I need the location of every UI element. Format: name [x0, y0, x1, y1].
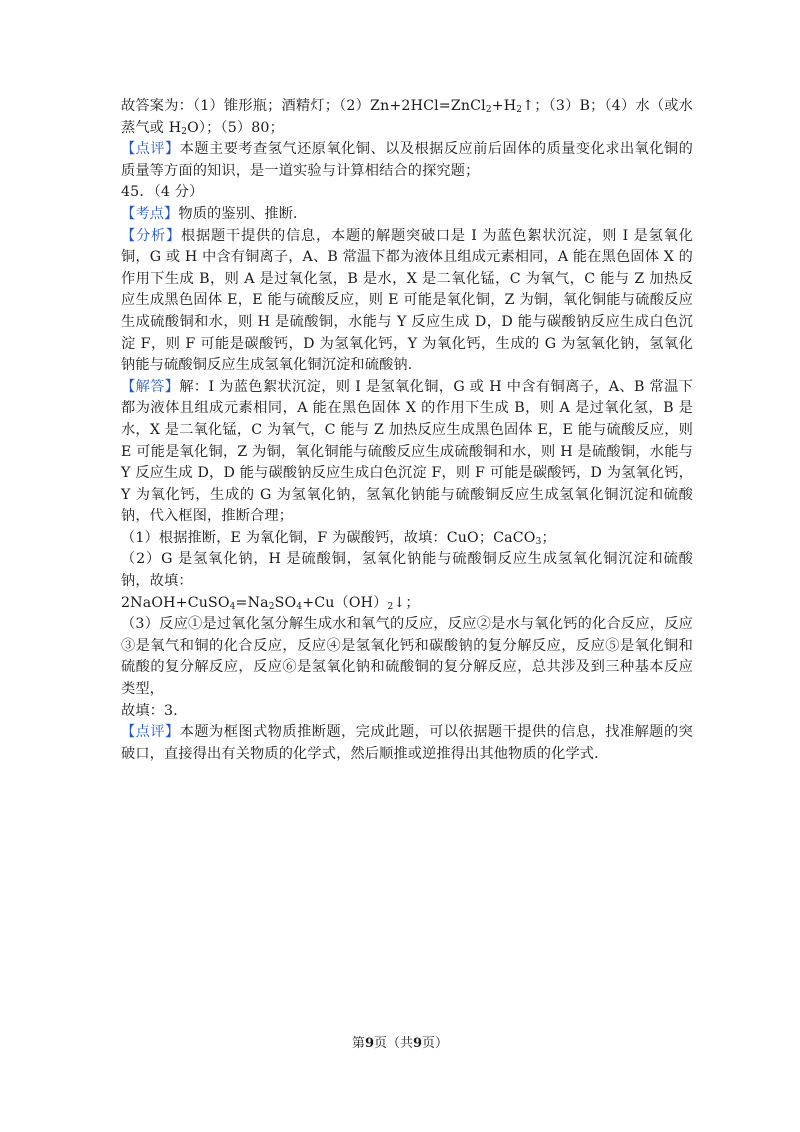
chemical-equation: $2NaOH+CuSO_4=Na_2SO_4+Cu(OH)_2↓$；	[121, 594, 420, 612]
jieda-paragraph: 【解答】解：I 为蓝色絮状沉淀，则 I 是氢氧化铜，G 或 H 中含有铜离子，A、B 常温下都为液体且组成元素相同，A 能在黑色固体 X 的作用下生成 B，则 A 是过氧化氢，B 是水，X 是二氧化锰，C 为氧气，C 能与 Z 加热反应生成黑色固体 E，E 能与硫酸反应，则 E 可能是氧化铜，Z 为铜，氧化铜能与硫酸反应生成硫酸铜和水，则 H 是硫酸铜，水能与 Y 反应生成 D，D 能与碳酸钠反应生成白色沉淀 F，则 F 可能是碳酸钙，D 为氢氧化钙，Y 为氧化钙，生成的 G 为氢氧化钠，氢氧化钠能与硫酸铜反应生成氢氧化铜沉淀和硫酸钠，代入框图，推断合理；	[121, 378, 693, 525]
kaodian-paragraph: 【考点】物质的鉴别、推断．	[121, 205, 308, 222]
current-page-number: 9	[364, 1036, 374, 1051]
page-footer: 第9页（共9页）	[351, 1036, 449, 1051]
dianping-paragraph: 【点评】本题为框图式物质推断题，完成此题，可以依据题干提供的信息，找准解题的突破口，直接得出有关物质的化学式，然后顺推或逆推得出其他物质的化学式．	[121, 724, 693, 762]
question-number: 45．（4 分）	[121, 184, 204, 201]
review-prev-paragraph: 【点评】本题主要考查氢气还原氧化铜、以及根据反应前后固体的质量变化求出氧化铜的质量等方面的知识，是一道实验与计算相结合的探究题；	[121, 141, 693, 179]
fenxi-tag: 【分析】	[121, 227, 181, 244]
fenxi-paragraph: 【分析】根据题干提供的信息，本题的解题突破口是 I 为蓝色絮状沉淀，则 I 是氢氧化铜，G 或 H 中含有铜离子，A、B 常温下都为液体且组成元素相同，A 能在黑色固体 X 的作用下生成 B，则 A 是过氧化氢，B 是水，X 是二氧化锰，C 为氧气，C 能与 Z 加热反应生成黑色固体 E，E 能与硫酸反应，则 E 可能是氧化铜，Z 为铜，氧化铜能与硫酸反应生成硫酸铜和水，则 H 是硫酸铜，水能与 Y 反应生成 D，D 能与碳酸钠反应生成白色沉淀 F，则 F 可能是碳酸钙，D 为氢氧化钙，Y 为氧化钙，生成的 G 为氢氧化钠，氢氧化钠能与硫酸铜反应生成氢氧化铜沉淀和硫酸钠．	[121, 227, 694, 374]
answer-line: 故答案为：（1）锥形瓶；酒精灯；$(2)Zn+2HCl=ZnCl_2+H_2↑$；（3）B；（4）水（或水蒸气或 $H_2O$）；（5）80；	[121, 98, 693, 137]
document-page	[121, 96, 693, 765]
jieda-part-3-answer: 故填：3．	[121, 702, 188, 719]
total-page-number: 9	[413, 1036, 423, 1051]
jieda-part-2: （2）G 是氢氧化钠，H 是硫酸铜，氢氧化钠能与硫酸铜反应生成氢氧化铜沉淀和硫酸钠，故填：	[121, 551, 693, 590]
review-tag: 【点评】	[121, 141, 180, 158]
jieda-part-3: （3）反应①是过氧化氢分解生成水和氧气的反应，反应②是水与氧化钙的化合反应，反应③是氧气和铜的化合反应，反应④是氢氧化钙和碳酸钠的复分解反应，反应⑤是氧化铜和硫酸的复分解反应，反应⑥是氢氧化钠和硫酸铜的复分解反应，总共涉及到三种基本反应类型，	[121, 616, 693, 698]
jieda-part-1: （1）根据推断，E 为氧化铜，F 为碳酸钙，故填：CuO；CaCO$_3$；	[121, 529, 556, 547]
kaodian-tag: 【考点】	[121, 205, 179, 222]
dianping-tag: 【点评】	[121, 724, 180, 741]
jieda-tag: 【解答】	[121, 378, 180, 395]
